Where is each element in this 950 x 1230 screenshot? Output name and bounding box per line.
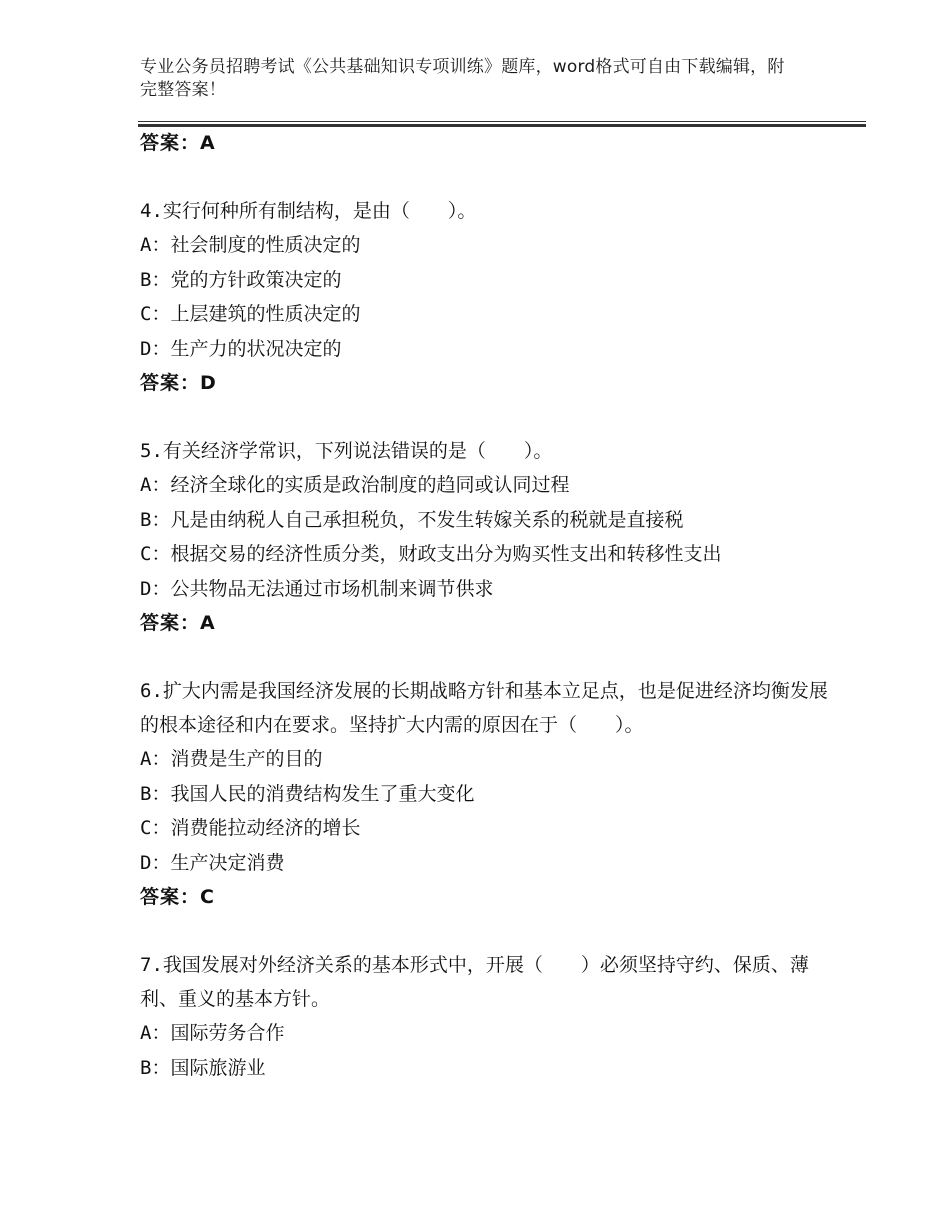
question-6 (140, 674, 830, 914)
question-4 (140, 194, 830, 400)
answer-label: 答案：A (140, 132, 216, 154)
question-stem: 7.我国发展对外经济关系的基本形式中，开展（ ）必须坚持守约、保质、薄利、重义的基本方针。 (140, 954, 809, 1010)
option-a: A：消费是生产的目的 (140, 748, 323, 770)
option-b: B：国际旅游业 (140, 1056, 266, 1079)
option-a: A：国际劳务合作 (140, 1022, 285, 1044)
header-rule-thin (138, 121, 866, 122)
answer-label: 答案：A (140, 612, 216, 634)
option-c: C：上层建筑的性质决定的 (140, 303, 361, 325)
option-c: C：消费能拉动经济的增长 (140, 817, 361, 839)
question-stem: 5.有关经济学常识，下列说法错误的是（ ）。 (140, 440, 553, 462)
option-b: B：我国人民的消费结构发生了重大变化 (140, 782, 475, 805)
option-c: C：根据交易的经济性质分类，财政支出分为购买性支出和转移性支出 (140, 543, 722, 565)
option-d: D：公共物品无法通过市场机制来调节供求 (140, 577, 494, 600)
option-a: A：经济全球化的实质是政治制度的趋同或认同过程 (140, 474, 570, 496)
option-b: B：党的方针政策决定的 (140, 268, 342, 291)
question-list (140, 126, 830, 1085)
option-d: D：生产决定消费 (140, 851, 285, 874)
page-header: 专业公务员招聘考试《公共基础知识专项训练》题库，word格式可自由下载编辑，附完整答案！ (140, 57, 785, 100)
question-7 (140, 948, 830, 1085)
option-b: B：凡是由纳税人自己承担税负，不发生转嫁关系的税就是直接税 (140, 508, 684, 531)
answer-label: 答案：D (140, 372, 217, 394)
question-stem: 4.实行何种所有制结构，是由（ ）。 (140, 200, 477, 222)
question-stem: 6.扩大内需是我国经济发展的长期战略方针和基本立足点，也是促进经济均衡发展的根本途径和内在要求。坚持扩大内需的原因在于（ ）。 (140, 680, 828, 736)
option-a: A：社会制度的性质决定的 (140, 234, 361, 256)
option-d: D：生产力的状况决定的 (140, 337, 342, 360)
question-5 (140, 434, 830, 640)
answer-label: 答案：C (140, 886, 215, 908)
